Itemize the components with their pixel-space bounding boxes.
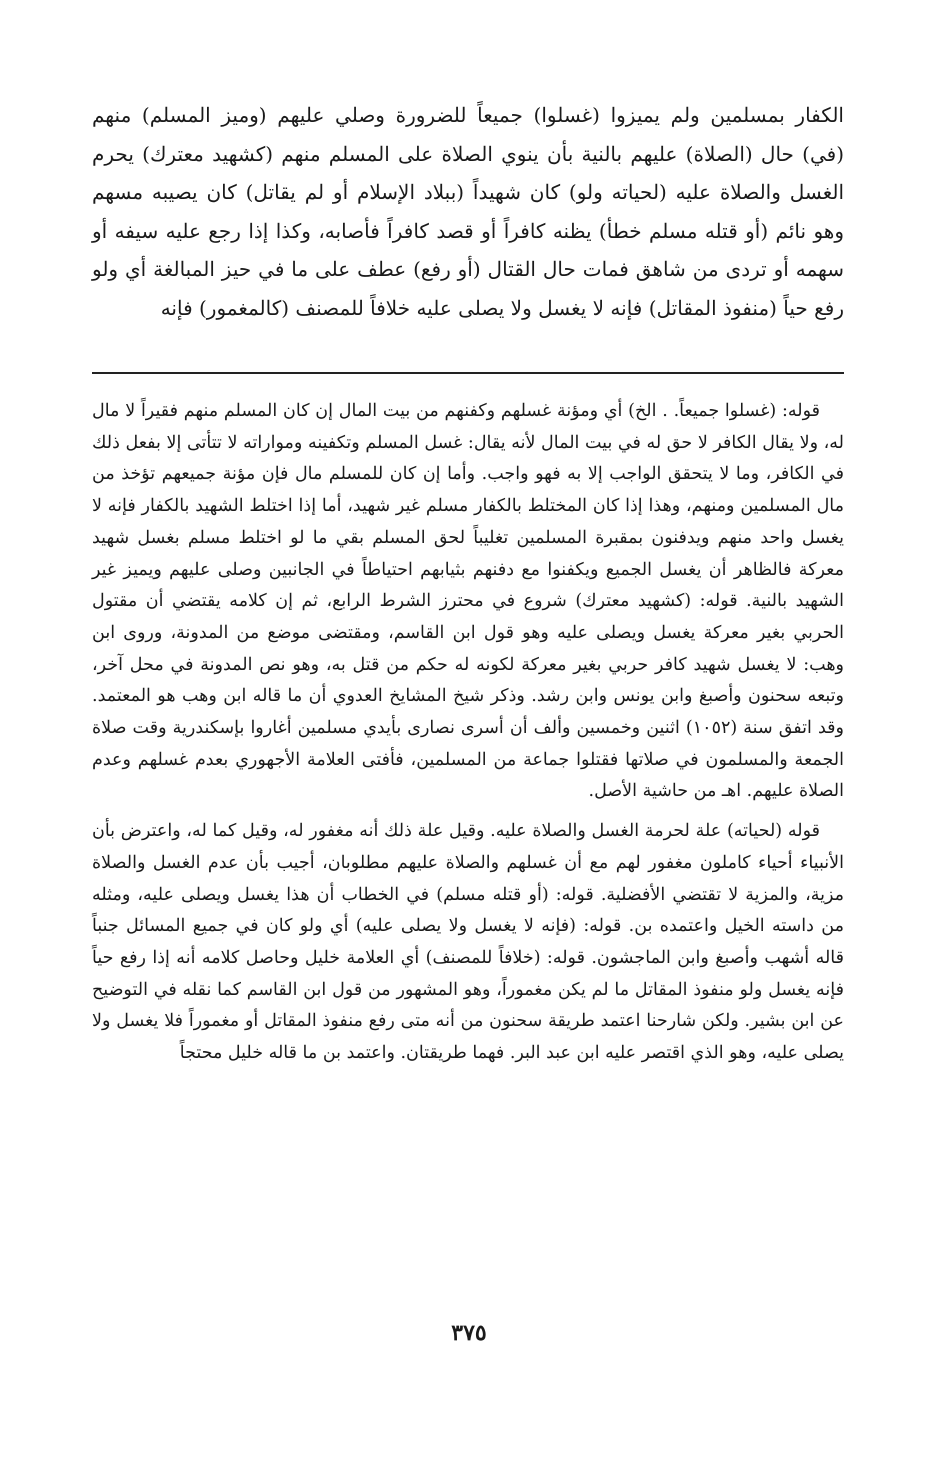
commentary xyxy=(92,396,844,1070)
footnote-separator xyxy=(92,372,844,374)
main-text: الكفار بمسلمين ولم يميزوا (غسلوا) جميعاً للضرورة وصلي عليهم (وميز المسلم) منهم (في) حال (الصلاة) عليهم بالنية بأن ينوي الصلاة على المسلم منهم (كشهيد معترك) يحرم الغسل والصلاة عليه (لحياته ولو) كان شهيداً (ببلاد الإسلام أو لم يقاتل) كان يصيبه مسهم وهو نائم (أو قتله مسلم خطأ) يظنه كافراً أو قصد كافراً فأصابه، وكذا إذا رجع عليه سيفه أو سهمه أو تردى من شاهق فمات حال القتال (أو رفع) عطف على ما في حيز المبالغة أي ولو رفع حياً (منفوذ المقاتل) فإنه لا يغسل ولا يصلى عليه خلافاً للمصنف (كالمغمور) فإنه xyxy=(92,103,844,320)
page-number: ٣٧٥ xyxy=(451,1320,487,1346)
commentary-paragraph: قوله: (غسلوا جميعاً. . الخ) أي ومؤنة غسلهم وكفنهم من بيت المال إن كان المسلم منهم فقيراً لا مال له، ولا يقال الكافر لا حق له في بيت المال لأنه يقال: غسل المسلم وتكفينه ومواراته لا تتأتى إلا بفعل ذلك في الكافر، وما لا يتحقق الواجب إلا به فهو واجب. وأما إن كان للمسلم مال فإن مؤنة جميعهم تؤخذ من مال المسلمين ومنهم، وهذا إذا كان المختلط بالكفار مسلم غير شهيد، أما إذا اختلط الشهيد بالكفار فإنه لا يغسل واحد منهم ويدفنون بمقبرة المسلمين تغليباً لحق المسلم بقي ما لو اختلط مسلم بغسل شهيد معركة فالظاهر أن يغسل الجميع ويكفنوا مع دفنهم بثيابهم احتياطاً في الجانبين وصلى عليهم ويميز غير الشهيد بالنية. قوله: (كشهيد معترك) شروع في محترز الشرط الرابع، ثم إن كلامه يقتضي أن مقتول الحربي بغير معركة يغسل ويصلى عليه وهو قول ابن القاسم، ومقتضى موضع من المدونة، وروى ابن وهب: لا يغسل شهيد كافر حربي بغير معركة لكونه له حكم من قتل به، وهو نص المدونة في محل آخر، وتبعه سحنون وأصبغ وابن يونس وابن رشد. وذكر شيخ المشايخ العدوي أن ما قاله ابن وهب هو المعتمد. وقد اتفق سنة (١٠٥٢) اثنين وخمسين وألف أن أسرى نصارى بأيدي مسلمين أغاروا بإسكندرية وقت صلاة الجمعة والمسلمون في صلاتها فقتلوا جماعة من المسلمين، فأفتى العلامة الأجهوري بعدم غسلهم وعدم الصلاة عليهم. اهـ من حاشية الأصل. xyxy=(92,401,844,802)
commentary-paragraph: قوله (لحياته) علة لحرمة الغسل والصلاة عليه. وقيل علة ذلك أنه مغفور له، وقيل كما له، واعترض بأن الأنبياء أحياء كاملون مغفور لهم مع أن غسلهم والصلاة عليهم مطلوبان، أجيب بأن عدم الغسل والصلاة مزية، والمزية لا تقتضي الأفضلية. قوله: (أو قتله مسلم) في الخطاب أن هذا يغسل ويصلى عليه، ومثله من داسته الخيل واعتمده بن. قوله: (فإنه لا يغسل ولا يصلى عليه) أي ولو كان في جميع المسائل جنباً قاله أشهب وأصبغ وابن الماجشون. قوله: (خلافاً للمصنف) أي العلامة خليل وحاصل كلامه أنه إذا رفع حياً فإنه يغسل ولو منفوذ المقاتل ما لم يكن مغموراً، وهو المشهور من قول ابن القاسم كما نقله في التوضيح عن ابن بشير. ولكن شارحنا اعتمد طريقة سحنون من أنه متى رفع منفوذ المقاتل أو مغموراً فلا يغسل ولا يصلى عليه، وهو الذي اقتصر عليه ابن عبد البر. فهما طريقتان. واعتمد بن ما قاله خليل محتجاً xyxy=(92,821,844,1064)
